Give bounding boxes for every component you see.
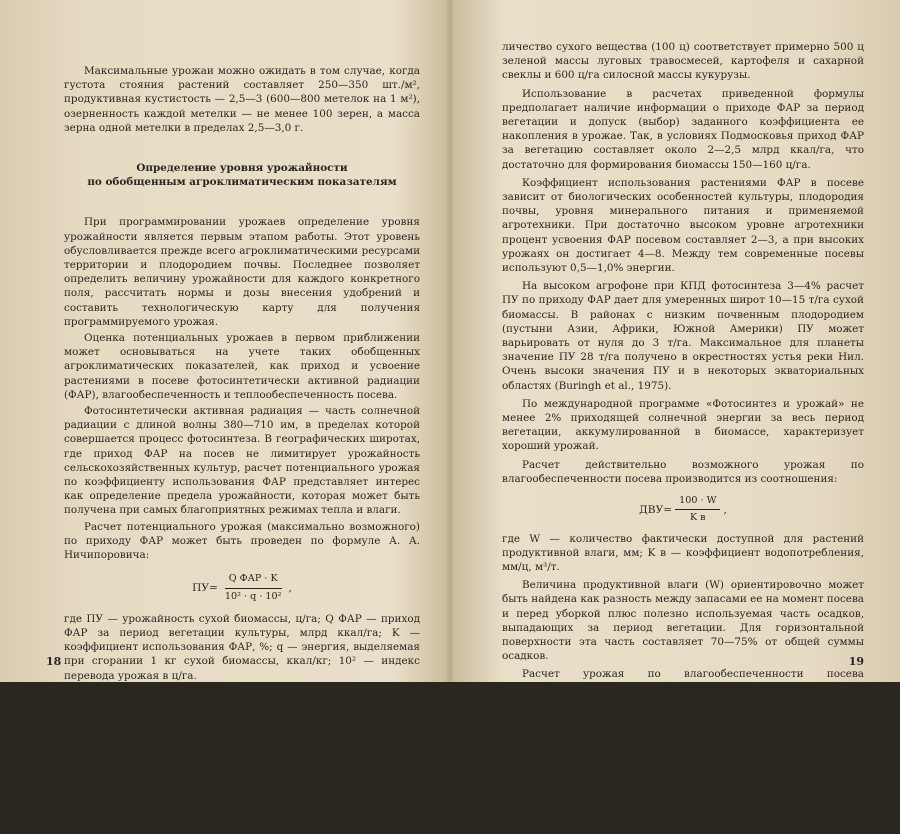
right-page bbox=[450, 0, 900, 833]
formula-potential-yield bbox=[64, 572, 420, 603]
formula-numerator: 100 · W bbox=[675, 494, 720, 510]
paragraph: Оценка потенциальных урожаев в первом приближении может основываться на учете таких обобщенных агроклиматических показателей, как приход и усвоение растениями в посеве фотосинтетически активной радиации (ФАР), влагообеспеченность и теплообеспеченность посева. bbox=[64, 332, 420, 401]
intro-paragraph: Максимальные урожаи можно ожидать в том случае, когда густота стояния растений составляет 250—350 шт./м², продуктивная кустистость — 2,5—3 (600—800 метелок на 1 м²), озерненность каждой метелки — не менее 100 зерен, а масса зерна одной метелки в пределах 2,5—3,0 г. bbox=[64, 65, 420, 134]
formula-fraction bbox=[198, 737, 281, 768]
formula-rhs: =100 ц/га. bbox=[283, 746, 343, 759]
formula-denominator: K в bbox=[689, 512, 706, 524]
paragraph: Величина продуктивной влаги (W) ориентировочно может быть найдена как разность между запасами ее на момент посева и перед уборкой плюс полезно используемая часть осадков, выпадающих за период вегетации. Для горизонтальной поверхности эта часть составляет 70—75% от общей суммы осадков. bbox=[502, 579, 864, 663]
paragraph: Коэффициент использования растениями ФАР в посеве зависит от биологических особенностей культуры, плодородия почвы, уровня минерального питания и применяемой агротехники. При достаточно высоком уровне агротехники процент усвоения ФАР посевом составляет 2—3, а при высоких урожаях он достигает 4—8. Между тем современные посевы используют 0,5—1,0% энергии. bbox=[502, 176, 864, 275]
right-text-column bbox=[502, 0, 864, 834]
paragraph: Действительно возможный урожай, определяемый по гидротермическому показателю продуктивности с учетом среднегодового баланса интегральной радиации, ресурсов тепла и влаги, может быть рассчитан по эмпирической формуле А. М. Рябчикова: bbox=[502, 743, 864, 813]
left-page bbox=[0, 0, 450, 819]
paragraph: По международной программе «Фотосинтез и урожай» не менее 2% приходящей солнечной энергии за весь период вегетации, аккумулированной в биомассе, характеризует хороший урожай. bbox=[502, 397, 864, 453]
formula-example bbox=[64, 737, 420, 768]
formula-actual-yield bbox=[502, 494, 864, 525]
formula-denominator: 10² · q · 10² bbox=[224, 590, 282, 602]
formula-fraction bbox=[221, 572, 286, 603]
formula-end: , bbox=[288, 581, 292, 594]
paragraph: При программировании урожаев определение уровня урожайности является первым этапом работы. Этот уровень обусловливается прежде всего агроклиматическими ресурсами территории и плодородием почвы. Последнее позволяет определить величину урожайности для каждого конкретного поля, рассчитать нормы и дозы внесения удобрений и составить технологическую карту для получения программируемого урожая. bbox=[64, 216, 420, 328]
formula-fraction bbox=[675, 494, 720, 525]
page-number: 19 bbox=[848, 655, 864, 668]
formula-lhs: У биол. = bbox=[141, 746, 196, 759]
paragraph: Если принять, что из общей массы урожая на долю соломы приходится 60%, то доля сухого зерна составит 40 ц/га. Указанное ко- bbox=[64, 777, 420, 819]
paragraph: где W — количество фактически доступной для растений продуктивной влаги, мм; K в — коэффициент водопотребления, мм/ц, м³/т. bbox=[502, 532, 864, 573]
page-number: 18 bbox=[46, 655, 62, 668]
section-heading-line-1: Определение уровня урожайности bbox=[136, 162, 348, 175]
left-text-column bbox=[64, 0, 420, 819]
paragraph: личество сухого вещества (100 ц) соответствует примерно 500 ц зеленой массы луговых травосмесей, картофеля и сахарной свеклы и 600 ц/га силосной массы кукурузы. bbox=[502, 41, 864, 82]
section-heading-line-2: по обобщенным агроклиматическим показателям bbox=[87, 176, 397, 189]
paragraph: Например, запланировано усвоение посевом пшеницы 2% ФАР для района, где приход ФАР за период вегетации составляет около 2,0 млрд ккал/га: bbox=[64, 685, 420, 727]
formula-end: , bbox=[723, 503, 727, 516]
formula-lhs: ПУ= bbox=[192, 581, 218, 594]
formula-numerator: 2 · 10⁹ · 2 bbox=[212, 737, 267, 753]
paragraph: Расчет урожая по влагообеспеченности посева целесообразно проводить дифференцированно по агроклиматическим районам, а в дальнейшем для каждого хозяйства и поля с учетом их микроклиматических особенностей и рельефа. bbox=[502, 668, 864, 738]
formula-denominator: 10² · 4000 · 10² bbox=[202, 755, 277, 767]
paragraph: где ПУ — урожайность сухой биомассы, ц/га; Q ФАР — приход ФАР за период вегетации культуры, млрд ккал/га; K — коэффициент использования ФАР, %; q — энергия, выделяемая при сгорании 1 кг сухой биомассы, ккал/кг; 10² — индекс перевода урожая в ц/га. bbox=[64, 612, 420, 682]
formula-lhs: ДВУ= bbox=[639, 503, 673, 516]
paragraph: Расчет действительно возможного урожая по влагообеспеченности посева производится из соотношения: bbox=[502, 458, 864, 485]
formula-ryabchikov: У=22ГТП — 10. bbox=[639, 820, 727, 833]
paragraph: На высоком агрофоне при КПД фотосинтеза 3—4% расчет ПУ по приходу ФАР дает для умеренных широт 10—15 т/га сухой биомассы. В районах с низким почвенным плодородием (пустыни Азии, Африки, Южной Америки) ПУ может варьировать от нуля до 3 т/га. Максимальное для планеты значение ПУ 28 т/га получено в окрестностях устья реки Нил. Очень высоки значения ПУ и в некоторых экваториальных областях (Buringh et al., 1975). bbox=[502, 280, 864, 392]
paragraph: Использование в расчетах приведенной формулы предполагает наличие информации о приходе ФАР за период вегетации и допуск (выбор) заданного коэффициента ее накопления в урожае. Так, в условиях Подмосковья приход ФАР за вегетацию составляет около 2—2,5 млрд ккал/га, что достаточно для формирования биомассы 150—160 ц/га. bbox=[502, 87, 864, 171]
paragraph: Расчет потенциального урожая (максимально возможного) по приходу ФАР может быть проведен по формуле А. А. Ничипоровича: bbox=[64, 520, 420, 562]
formula-numerator: Q ФАР · K bbox=[225, 572, 282, 588]
paragraph: Фотосинтетически активная радиация — часть солнечной радиации с длиной волны 380—710 им, в пределах которой совершается процесс фотосинтеза. В географических широтах, где приход ФАР на посев не лимитирует урожайность сельскохозяйственных культур, расчет потенциального урожая по коэффициенту использования ФАР представляет интерес как определение предела урожайности, которая может быть получена при самых благоприятных режимах тепла и влаги. bbox=[64, 405, 420, 517]
